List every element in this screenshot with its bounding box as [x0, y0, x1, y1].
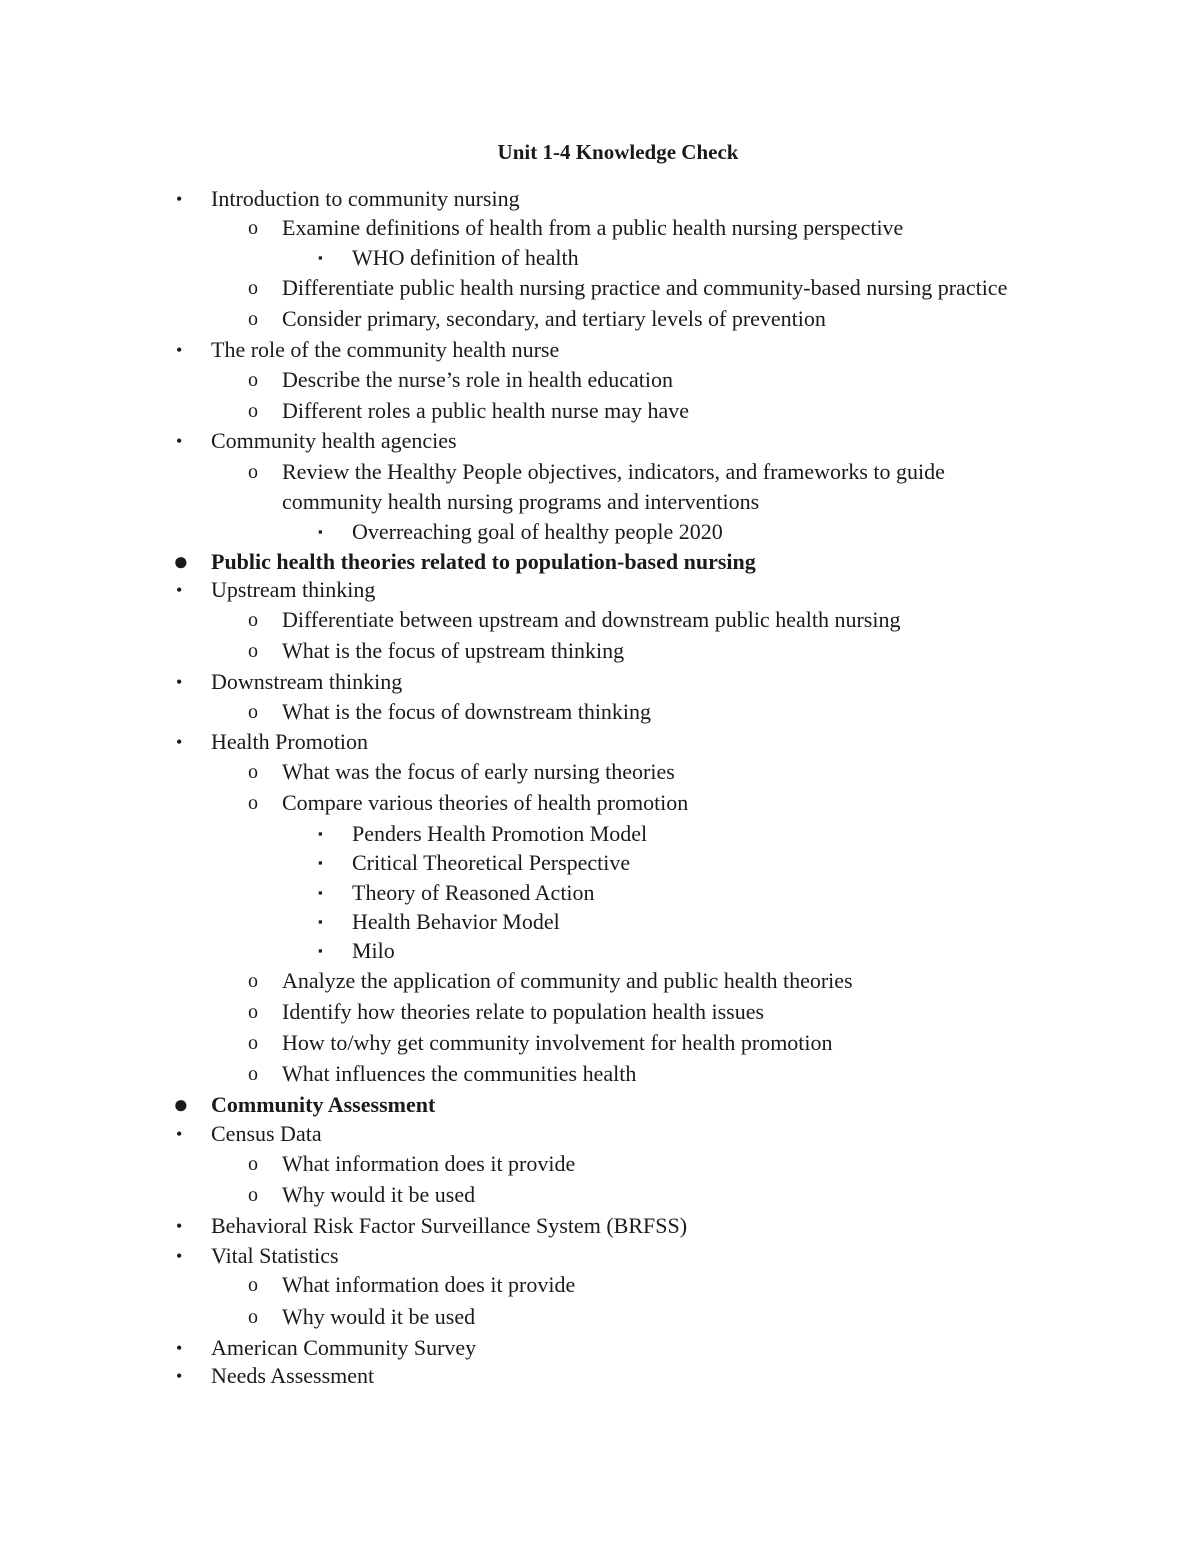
circle-marker: o [248, 308, 258, 330]
circle-marker: o [248, 1306, 258, 1328]
document-title: Unit 1-4 Knowledge Check [497, 140, 739, 164]
circle-marker: o [248, 400, 258, 422]
circle-marker: o [248, 792, 258, 814]
bullet-marker: • [176, 1366, 183, 1386]
square-marker: ▪ [318, 826, 323, 841]
circle-marker: o [248, 640, 258, 662]
circle-marker: o [248, 1001, 258, 1023]
circle-marker: o [248, 461, 258, 483]
circle-marker: o [248, 1153, 258, 1175]
bullet-marker: • [176, 672, 183, 692]
circle-marker: o [248, 1063, 258, 1085]
circle-marker: o [248, 277, 258, 299]
bullet-marker: • [176, 1338, 183, 1358]
heading-bullet-marker: ● [173, 1090, 189, 1119]
bullet-marker: • [176, 431, 183, 451]
bullet-marker: • [176, 340, 183, 360]
bullet-marker: • [176, 189, 183, 209]
bullet-marker: • [176, 1246, 183, 1266]
circle-marker: o [248, 609, 258, 631]
square-marker: ▪ [318, 943, 323, 958]
circle-marker: o [248, 1032, 258, 1054]
bullet-marker: • [176, 580, 183, 600]
circle-marker: o [248, 217, 258, 239]
square-marker: ▪ [318, 250, 323, 265]
bullet-marker: • [176, 732, 183, 752]
square-marker: ▪ [318, 524, 323, 539]
square-marker: ▪ [318, 885, 323, 900]
circle-marker: o [248, 1274, 258, 1296]
heading-bullet-marker: ● [173, 547, 189, 576]
circle-marker: o [248, 970, 258, 992]
circle-marker: o [248, 369, 258, 391]
square-marker: ▪ [318, 855, 323, 870]
circle-marker: o [248, 1184, 258, 1206]
circle-marker: o [248, 761, 258, 783]
square-marker: ▪ [318, 914, 323, 929]
bullet-marker: • [176, 1124, 183, 1144]
bullet-marker: • [176, 1216, 183, 1236]
document-page: Unit 1-4 Knowledge Check • Introduction to community nursing o Examine definitions of health from a public health nursing perspective ▪ WHO definition of health o Differentiate public health nursing practice and community-based nursing practice o Consider primary, secondary, and tertiary levels of prevention • The role of the community health nurse o Describe the nurse’s role in health education o Different roles a public health nurse may have • Community health agencies o Review the Healthy People objectives, indicators, and frameworks to guide community health nursing programs and interventions ▪ Overreaching goal of healthy people 2020 ● Public health theories related to population-based nursing • Upstream thinking o Differentiate between upstream and downstream public health nursing o What is the focus of upstream thinking • Downstream thinking o What is the focus of downstream thinking • Health Promotion o What was the focus of early nursing theories o Compare various theories of health promotion ▪ Penders Health Promotion Model ▪ Critical Theoretical Perspective ▪ Theory of Reasoned Action ▪ Health Behavior Model ▪ Milo o Analyze the application of community and public health theories o Identify how theories relate to population health issues o How to/why get community involvement for health promotion o What influences the communities health ● Community Assessment • Census Data o What information does it provide o Why would it be used • Behavioral Risk Factor Surveillance System (BRFSS) • Vital Statistics o What information does it provide o Why would it be used • American Community Survey • Needs Assessment [0, 0, 1200, 1553]
circle-marker: o [248, 701, 258, 723]
